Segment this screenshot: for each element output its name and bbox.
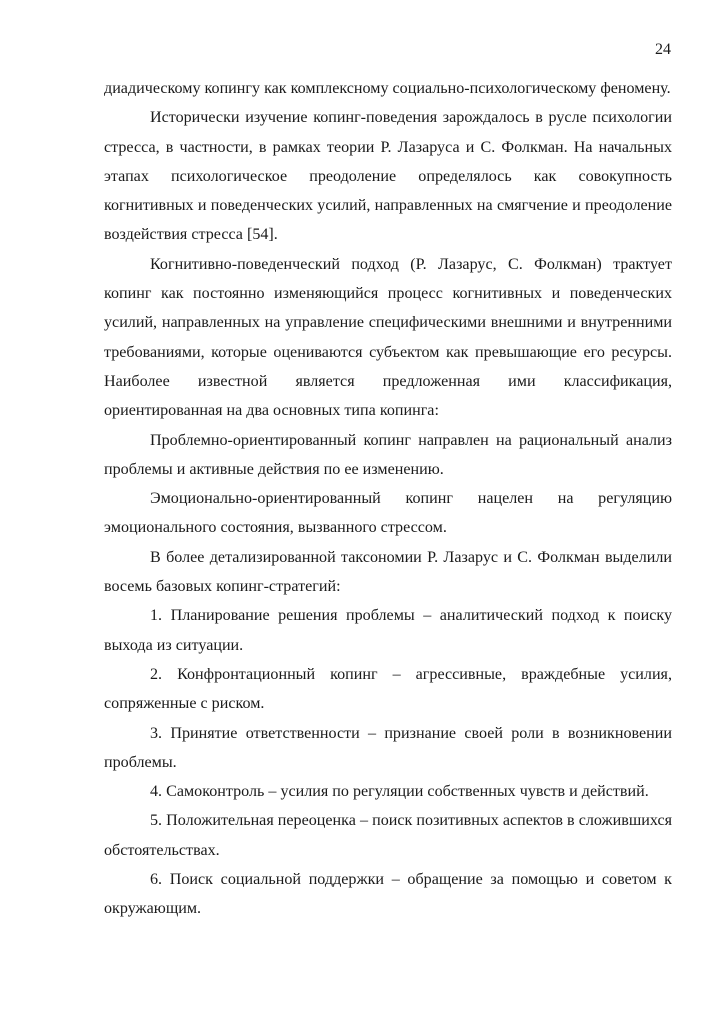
list-item: 3. Принятие ответственности – признание своей роли в возникновении проблемы. (104, 724, 672, 771)
body-text (104, 74, 672, 924)
list-item: 2. Конфронтационный копинг – агрессивные, враждебные усилия, сопряженные с риском. (104, 665, 672, 713)
paragraph: В более детализированной таксономии Р. Лазарус и С. Фолкман выделили восемь базовых копинг-стратегий: (104, 548, 672, 596)
list-item: 4. Самоконтроль – усилия по регуляции собственных чувств и действий. (150, 783, 649, 801)
paragraph: Исторически изучение копинг-поведения зарождалось в русле психологии стресса, в частности, в рамках теории Р. Лазаруса и С. Фолкман. На начальных этапах психологическое преодоление определялось как совокупность когнитивных и поведенческих усилий, направленных на смягчение и преодоление воздействия стресса [54]. (104, 109, 672, 244)
paragraph: Когнитивно-поведенческий подход (Р. Лазарус, С. Фолкман) трактует копинг как постоянно изменяющийся процесс когнитивных и поведенческих усилий, направленных на управление специфическими внешними и внутренними требованиями, которые оцениваются субъектом как превышающие его ресурсы. Наиболее известной является предложенная ими классификация, ориентированная на два основных типа копинга: (104, 255, 672, 420)
paragraph: диадическому копингу как комплексному социально-психологическому феномену. (104, 80, 671, 97)
page-number: 24 (655, 41, 671, 58)
list-item: 1. Планирование решения проблемы – аналитический подход к поиску выхода из ситуации. (104, 607, 672, 654)
paragraph: Эмоционально-ориентированный копинг нацелен на регуляцию эмоционального состояния, вызванного стрессом. (104, 490, 672, 537)
paragraph: Проблемно-ориентированный копинг направлен на рациональный анализ проблемы и активные действия по ее изменению. (104, 431, 672, 478)
list-item: 5. Положительная переоценка – поиск позитивных аспектов в сложившихся обстоятельствах. (104, 812, 672, 859)
list-item: 6. Поиск социальной поддержки – обращение за помощью и советом к окружающим. (104, 871, 672, 918)
